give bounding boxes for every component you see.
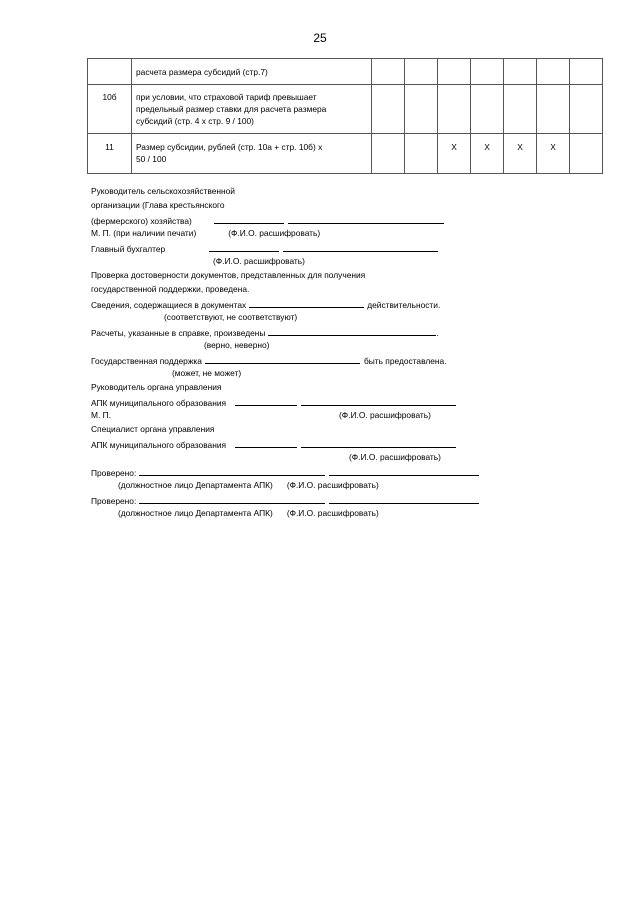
row-cell <box>372 59 405 85</box>
row-cell <box>570 134 603 174</box>
official-blank <box>139 494 325 504</box>
fio-blank <box>301 438 456 448</box>
fio-blank <box>283 242 438 252</box>
row-cell <box>405 85 438 134</box>
fio-blank <box>329 494 479 504</box>
table-row <box>88 59 603 85</box>
signature-blank <box>214 214 284 224</box>
specialist-line: АПК муниципального образования <box>91 438 456 451</box>
signature-blank <box>235 396 297 406</box>
head-title-2: организации (Глава крестьянского <box>91 200 225 210</box>
check-line-1: Проверка достоверности документов, представленных для получения <box>91 270 366 280</box>
support-blank <box>205 354 360 364</box>
head-title-3: (фермерского) хозяйства) <box>91 214 444 227</box>
calc-hint: (верно, неверно) <box>204 340 270 350</box>
specialist-title: Специалист органа управления <box>91 424 215 434</box>
check-line-2: государственной поддержки, проведена. <box>91 284 250 294</box>
row-cell: Х <box>504 134 537 174</box>
row-cell <box>405 134 438 174</box>
row-number: 10б <box>88 85 132 134</box>
row-cell <box>471 59 504 85</box>
row-cell <box>372 134 405 174</box>
row-cell: Х <box>438 134 471 174</box>
fio-hint: (Ф.И.О. расшифровать) <box>213 256 305 266</box>
checked-line-1: Проверено: <box>91 466 479 479</box>
calc-blank <box>268 326 436 336</box>
row-cell <box>504 59 537 85</box>
official-blank <box>139 466 325 476</box>
row-cell <box>405 59 438 85</box>
page-number: 25 <box>313 31 327 45</box>
signature-blank <box>235 438 297 448</box>
row-cell <box>504 85 537 134</box>
support-hint: (может, не может) <box>172 368 242 378</box>
row-cell <box>438 85 471 134</box>
checked-hint-2: (должностное лицо Департамента АПК) (Ф.И.О. расшифровать) <box>118 508 379 518</box>
chief-accountant-line: Главный бухгалтер <box>91 242 438 255</box>
info-blank <box>249 298 364 308</box>
row-cell <box>372 85 405 134</box>
fio-blank <box>301 396 456 406</box>
signature-block <box>91 186 531 518</box>
fio-hint: (Ф.И.О. расшифровать) <box>349 452 441 462</box>
fio-blank <box>329 466 479 476</box>
row-cell <box>570 85 603 134</box>
fio-blank <box>288 214 444 224</box>
mp-line: М. П. (Ф.И.О. расшифровать) <box>91 410 431 420</box>
row-cell <box>537 85 570 134</box>
stamp-line: М. П. (при наличии печати) (Ф.И.О. расшифровать) <box>91 228 321 238</box>
row-cell: Х <box>537 134 570 174</box>
row-cell: Х <box>471 134 504 174</box>
row-description: расчета размера субсидий (стр.7) <box>132 59 372 85</box>
row-cell <box>471 85 504 134</box>
row-description: Размер субсидии, рублей (стр. 10а + стр. 10б) х 50 / 100 <box>132 134 372 174</box>
row-cell <box>570 59 603 85</box>
row-cell <box>438 59 471 85</box>
calc-line: Расчеты, указанные в справке, произведены . <box>91 328 439 338</box>
info-line: Сведения, содержащиеся в документах действительности. <box>91 300 441 310</box>
row-number <box>88 59 132 85</box>
row-cell <box>537 59 570 85</box>
agency-line: АПК муниципального образования <box>91 396 456 409</box>
subsidy-table <box>87 58 603 174</box>
checked-line-2: Проверено: <box>91 494 479 507</box>
info-hint: (соответствуют, не соответствуют) <box>164 312 298 322</box>
signature-blank <box>209 242 279 252</box>
table-row <box>88 85 603 134</box>
table-row <box>88 134 603 174</box>
row-description: при условии, что страховой тариф превышает предельный размер ставки для расчета размера субсидий (стр. 4 х стр. 9 / 100) <box>132 85 372 134</box>
checked-hint-1: (должностное лицо Департамента АПК) (Ф.И.О. расшифровать) <box>118 480 379 490</box>
agency-head-title: Руководитель органа управления <box>91 382 222 392</box>
support-line: Государственная поддержка быть предоставлена. <box>91 356 447 366</box>
head-title-1: Руководитель сельскохозяйственной <box>91 186 235 196</box>
row-number: 11 <box>88 134 132 174</box>
